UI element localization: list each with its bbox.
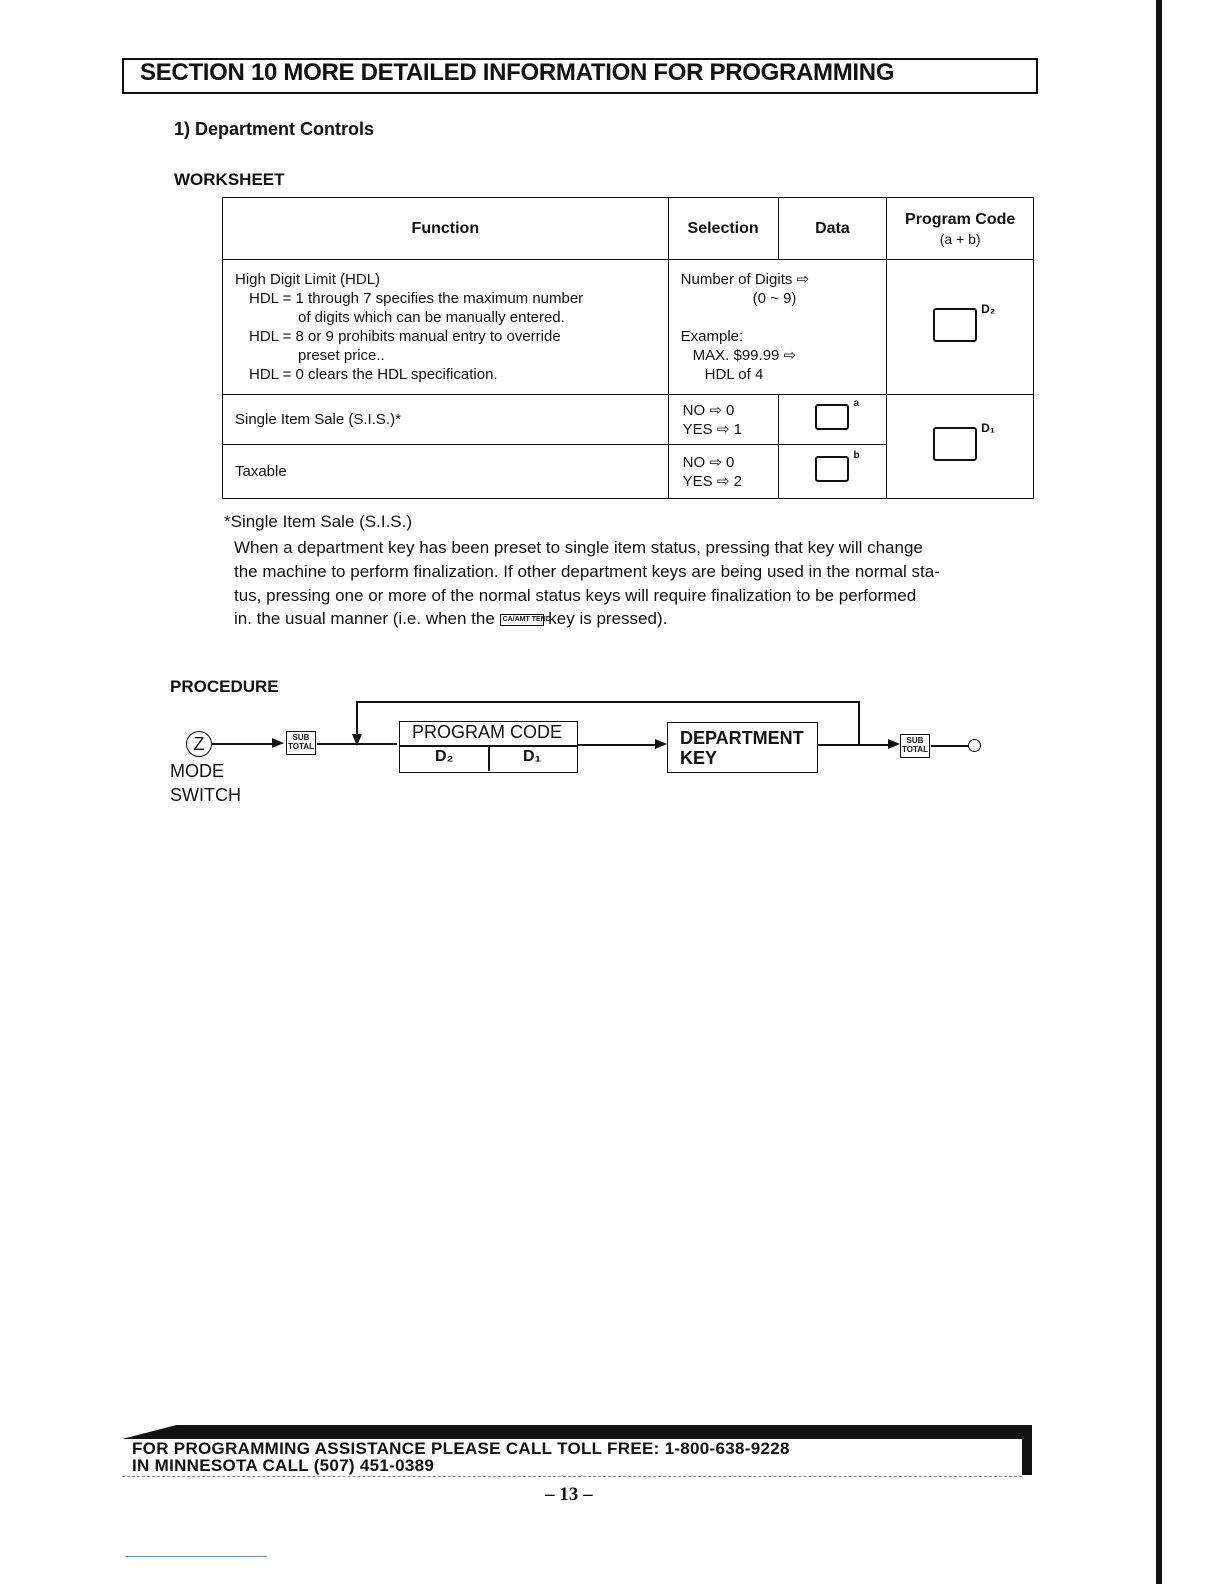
- ca-amt-tend-key-icon: CA/AMT TEND: [500, 614, 544, 626]
- subsection-title: 1) Department Controls: [174, 119, 375, 139]
- note-title: *Single Item Sale (S.I.S.): [224, 512, 413, 531]
- header-program-code: [887, 198, 1034, 260]
- d1-code-cell: [887, 395, 1034, 499]
- program-code-label: PROGRAM CODE: [412, 722, 563, 742]
- loop-arrow-head: [352, 734, 362, 746]
- subtotal-key-icon: SUB TOTAL: [900, 734, 930, 758]
- mode-label: MODE: [170, 761, 224, 781]
- hdl-example-label: Example:: [680, 328, 744, 345]
- procedure-label: PROCEDURE: [170, 677, 279, 696]
- hdl-example-line: HDL of 4: [704, 366, 764, 383]
- hdl-line: HDL = 1 through 7 specifies the maximum number: [249, 290, 584, 307]
- arrow-head: [888, 739, 900, 749]
- flow-line: [578, 744, 658, 746]
- hdl-title: High Digit Limit (HDL): [235, 271, 381, 288]
- hdl-line: HDL = 8 or 9 prohibits manual entry to override: [249, 328, 561, 345]
- taxable-data-cell: [778, 445, 887, 499]
- code-box-d1: [933, 421, 995, 461]
- section-title: SECTION 10 MORE DETAILED INFORMATION FOR PROGRAMMING: [140, 59, 895, 86]
- page-number: – 13 –: [545, 1484, 593, 1505]
- header-data: Data: [778, 198, 887, 260]
- sis-selection-cell: [668, 395, 778, 445]
- page-edge: [1156, 0, 1162, 1584]
- footer-dashed-rule: [122, 1476, 1022, 1478]
- note-line-a: in. the usual manner (i.e. when the: [234, 609, 495, 628]
- note-line: the machine to perform finalization. If other department keys are being used in the normal sta-: [234, 562, 940, 581]
- note-line-last: [234, 607, 667, 631]
- hdl-sel-range: (0 ~ 9): [752, 290, 797, 307]
- arrow-head: [272, 738, 284, 748]
- subtotal-key-icon: SUB TOTAL: [286, 731, 316, 755]
- bottom-blue-rule: [125, 1556, 267, 1557]
- data-box-b: [815, 450, 860, 482]
- worksheet-label: WORKSHEET: [174, 170, 285, 189]
- footer-line2: IN MINNESOTA CALL (507) 451-0389: [132, 1456, 435, 1475]
- note-line: When a department key has been preset to single item status, pressing that key will change: [234, 538, 923, 557]
- code-box-d2: [933, 301, 996, 342]
- data-mark-b: b: [853, 450, 860, 461]
- footer-bar-right: [1022, 1425, 1032, 1475]
- taxable-yes: YES ⇨ 2: [682, 472, 742, 490]
- table-row: [223, 260, 1034, 395]
- program-code-d2: D₂: [435, 748, 454, 765]
- header-program-code-sub: (a + b): [939, 230, 981, 247]
- taxable-function-cell: Taxable: [223, 445, 669, 499]
- hdl-code-cell: [887, 260, 1034, 395]
- worksheet-table: [222, 197, 1034, 499]
- mode-switch-z-icon: Z: [186, 731, 212, 757]
- footer-text: [132, 1440, 790, 1474]
- loop-line-top: [356, 701, 859, 703]
- hdl-sel-line: Number of Digits ⇨: [680, 271, 810, 288]
- header-selection: Selection: [668, 198, 778, 260]
- loop-line-left: [356, 701, 358, 737]
- data-box-a: [815, 398, 859, 430]
- end-circle-icon: [968, 739, 981, 752]
- table-row: [223, 395, 1034, 445]
- taxable-no: NO ⇨ 0: [682, 453, 735, 471]
- note-line: tus, pressing one or more of the normal status keys will require finalization to be performed: [234, 586, 917, 605]
- data-mark-a: a: [853, 398, 859, 409]
- sis-function-cell: Single Item Sale (S.I.S.)*: [223, 395, 669, 445]
- sis-yes: YES ⇨ 1: [682, 420, 742, 438]
- table-header-row: [223, 198, 1034, 260]
- program-code-split: [488, 745, 490, 771]
- hdl-example-line: MAX. $99.99 ⇨: [692, 347, 797, 364]
- note-line-b: key is pressed).: [548, 609, 668, 628]
- program-code-d1: D₁: [523, 748, 542, 765]
- department-key-line1: DEPARTMENT: [680, 728, 804, 748]
- flow-line: [931, 745, 969, 747]
- switch-label: SWITCH: [170, 785, 241, 805]
- header-function: Function: [223, 198, 669, 260]
- hdl-selection-cell: [668, 260, 887, 395]
- hdl-function-cell: [223, 260, 669, 395]
- sis-data-cell: [778, 395, 887, 445]
- arrow-head: [655, 739, 667, 749]
- hdl-line: preset price..: [298, 347, 385, 364]
- sis-no: NO ⇨ 0: [682, 401, 735, 419]
- footer-bar: [122, 1425, 1032, 1439]
- footer-line1: FOR PROGRAMMING ASSISTANCE PLEASE CALL TOLL FREE: 1-800-638-9228: [132, 1439, 790, 1458]
- hdl-line: HDL = 0 clears the HDL specification.: [249, 366, 498, 383]
- hdl-line: of digits which can be manually entered.: [298, 309, 565, 326]
- code-mark-d1: D₁: [981, 421, 995, 435]
- flow-line: [818, 744, 890, 746]
- flow-line: [212, 743, 274, 745]
- loop-line-right: [858, 701, 860, 745]
- taxable-selection-cell: [668, 445, 778, 499]
- header-program-code-label: Program Code: [905, 210, 1016, 228]
- department-key-line2: KEY: [680, 748, 718, 768]
- code-mark-d2: D₂: [981, 301, 996, 316]
